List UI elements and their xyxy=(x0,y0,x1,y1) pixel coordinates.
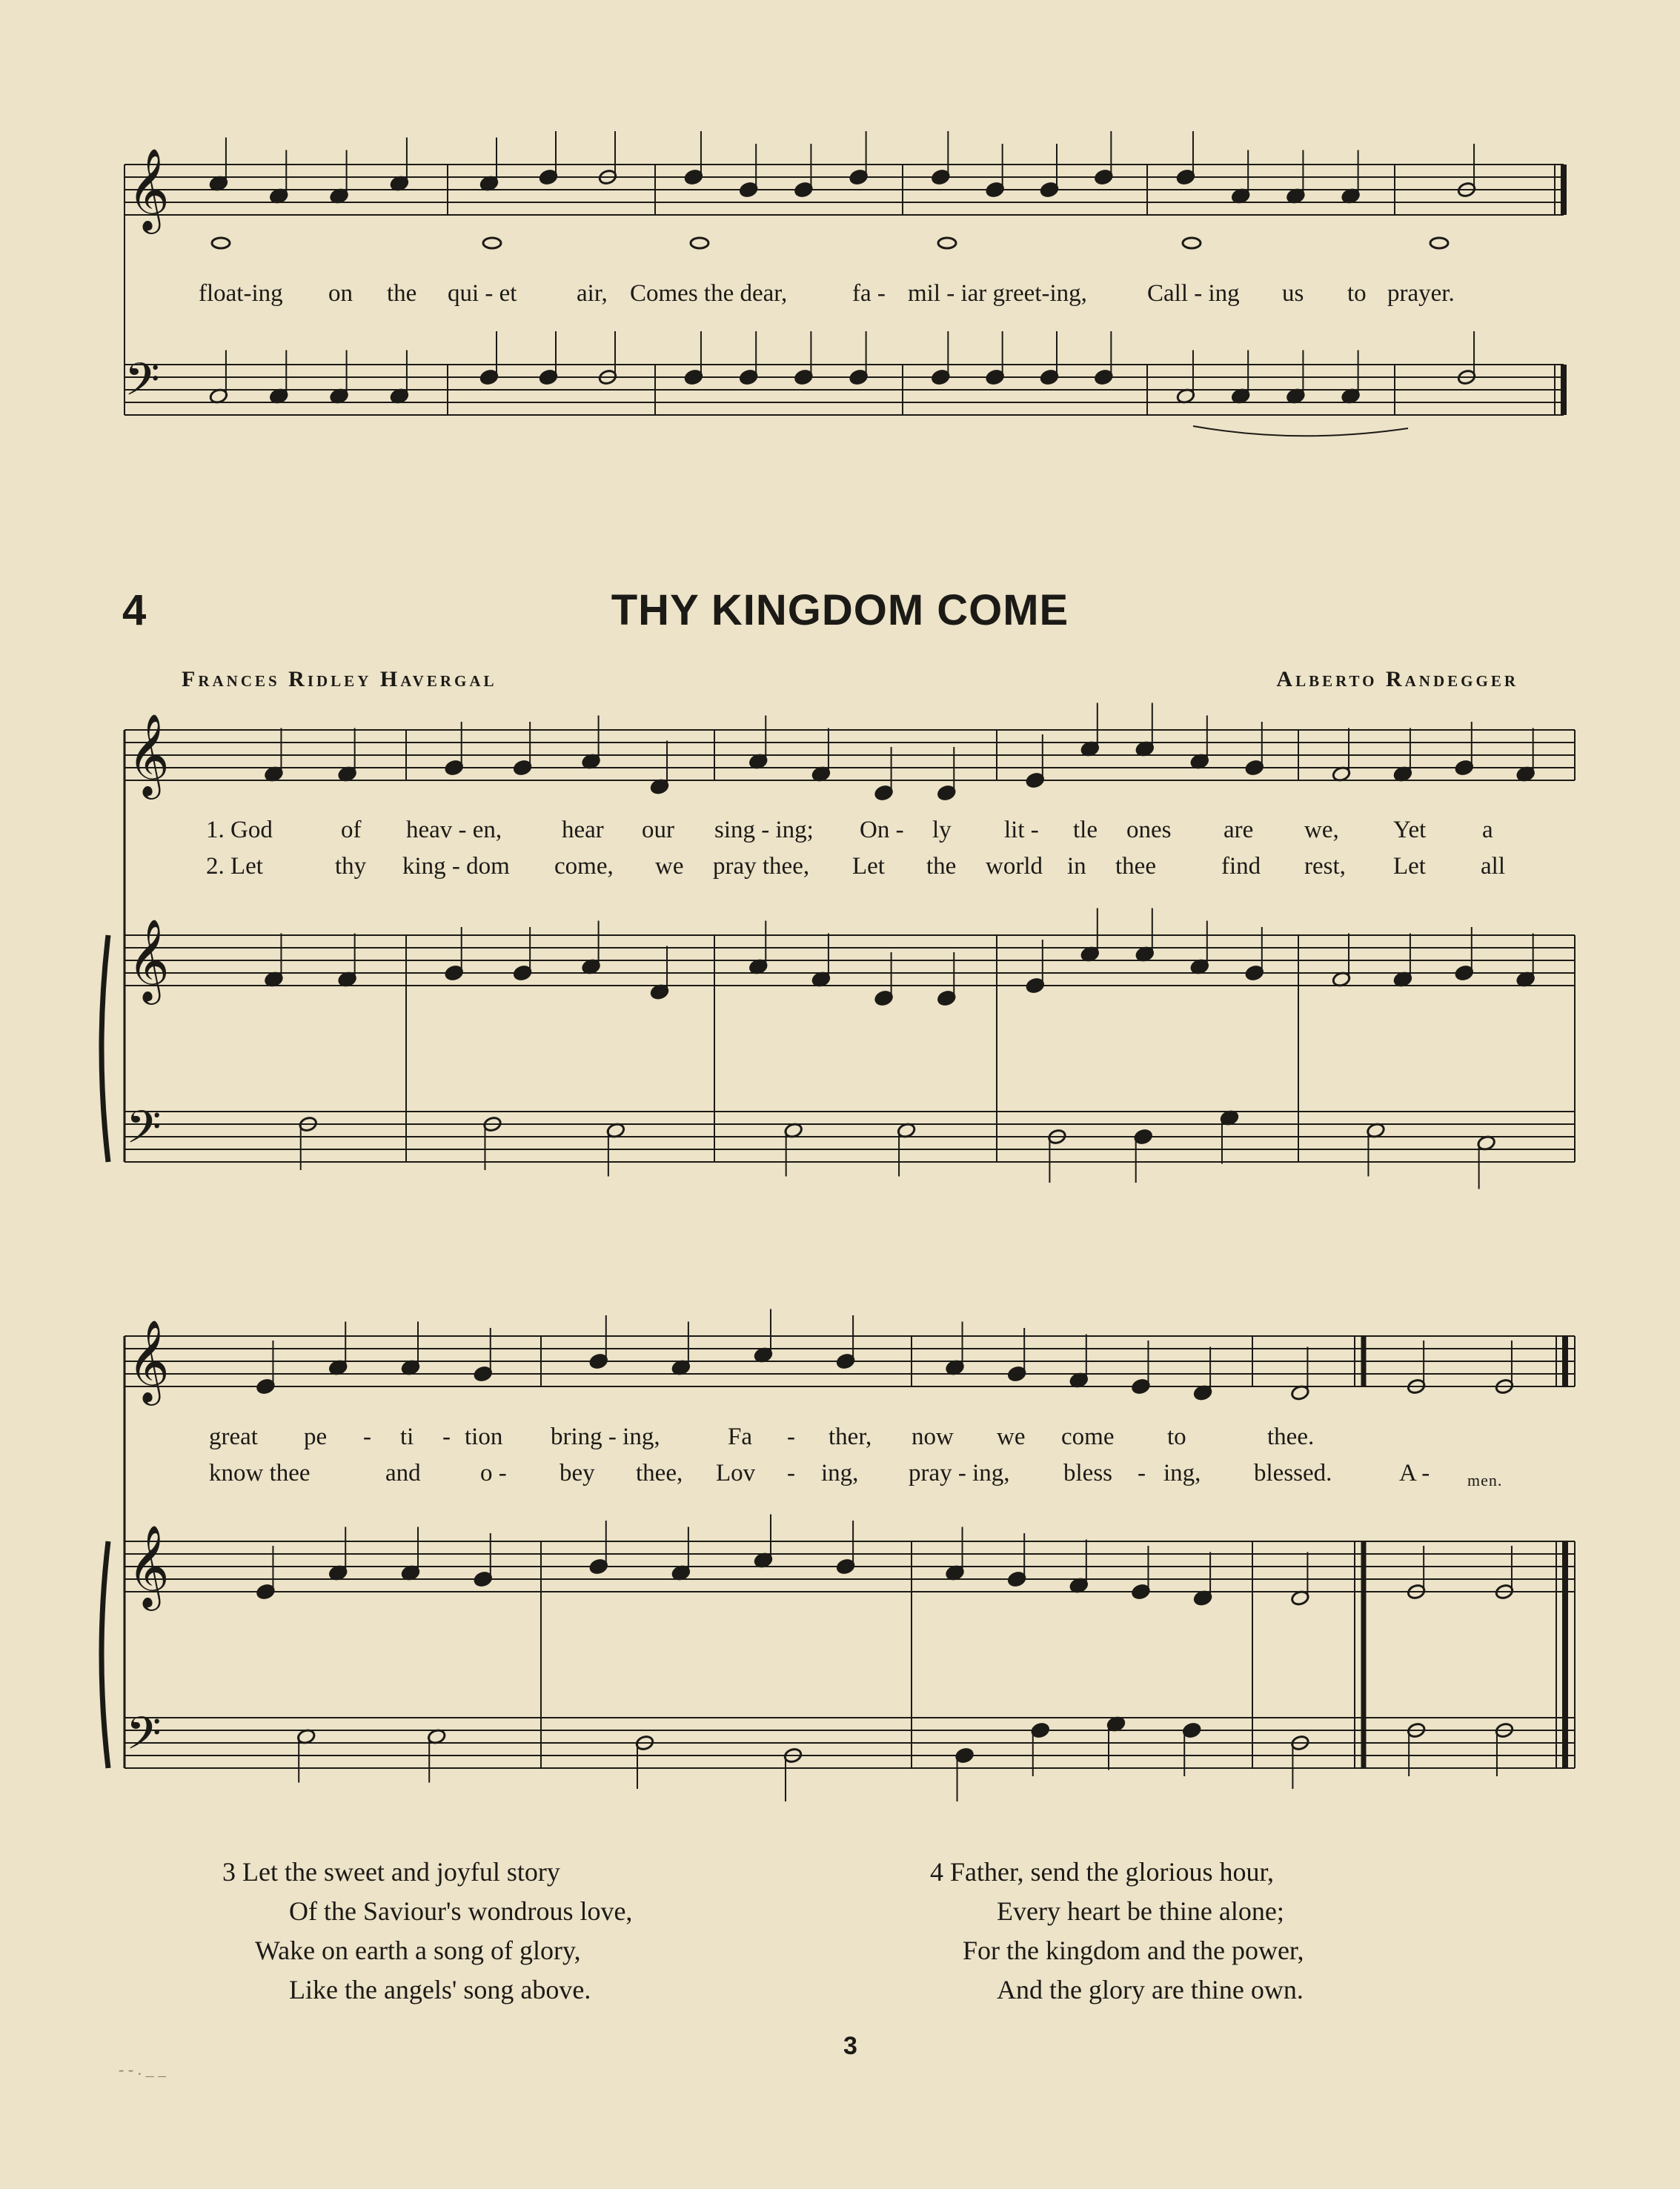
lyric: to xyxy=(1347,280,1367,307)
lyric: a xyxy=(1482,817,1493,843)
lyric: ones xyxy=(1126,817,1172,843)
lyric: bey xyxy=(560,1460,595,1487)
lyric: Fa xyxy=(728,1424,752,1450)
lyric: hear xyxy=(562,817,604,843)
grand-staff-brace xyxy=(102,1541,108,1768)
whole-note xyxy=(1430,238,1448,248)
bass-clef: 𝄢 xyxy=(126,1707,162,1771)
whole-note xyxy=(938,238,956,248)
stanza-line: And the glory are thine own. xyxy=(997,1975,1304,2004)
lyric: 2. Let xyxy=(206,853,263,880)
lyric: thy xyxy=(335,853,367,880)
stanza-line: 3 Let the sweet and joyful story xyxy=(222,1857,560,1887)
hymn-title: THY KINGDOM COME xyxy=(611,586,1069,634)
lyric: to xyxy=(1167,1424,1186,1450)
lyric: prayer. xyxy=(1387,280,1455,307)
lyric: - xyxy=(442,1424,451,1450)
lyric: o - xyxy=(480,1460,507,1487)
lyric: On - xyxy=(860,817,904,843)
lyric: know thee xyxy=(209,1460,311,1487)
lyric: we xyxy=(655,853,684,880)
lyric: - xyxy=(1138,1460,1146,1487)
grand-staff-brace xyxy=(102,935,108,1162)
whole-note xyxy=(1183,238,1201,248)
corner-mark: - - . _ _ xyxy=(119,2060,167,2079)
page-number: 3 xyxy=(843,2032,857,2060)
stanza-line: Like the angels' song above. xyxy=(289,1975,591,2004)
lyric: air, xyxy=(577,280,608,307)
lyric: 1. God xyxy=(206,817,273,843)
lyric: A - xyxy=(1399,1460,1430,1487)
lyric: pray - ing, xyxy=(909,1460,1010,1487)
lyric: qui - et xyxy=(448,280,517,307)
treble-clef: 𝄞 xyxy=(127,918,170,1001)
lyric: come, xyxy=(554,853,614,880)
lyric: - xyxy=(787,1424,795,1450)
author-credit: Frances Ridley Havergal xyxy=(182,667,497,691)
lyric: of xyxy=(341,817,362,843)
stanza-line: Wake on earth a song of glory, xyxy=(255,1936,581,1965)
lyric: on xyxy=(328,280,353,307)
lyric: bless xyxy=(1063,1460,1112,1487)
lyric: great xyxy=(209,1424,258,1450)
lyric: - xyxy=(787,1460,795,1487)
slur xyxy=(1193,426,1408,436)
lyric: we, xyxy=(1304,817,1339,843)
treble-clef: 𝄞 xyxy=(127,1319,170,1402)
stanza-line: For the kingdom and the power, xyxy=(963,1936,1304,1965)
lyric: world xyxy=(986,853,1043,880)
lyric: and xyxy=(385,1460,421,1487)
lyric: Let xyxy=(1393,853,1426,880)
composer-credit: Alberto Randegger xyxy=(1276,667,1518,691)
lyric: us xyxy=(1282,280,1304,307)
lyric: ing, xyxy=(821,1460,859,1487)
lyric: king - dom xyxy=(402,853,510,880)
treble-clef: 𝄞 xyxy=(127,713,170,796)
lyric: the xyxy=(387,280,417,307)
lyric: fa - xyxy=(852,280,886,307)
lyric: come xyxy=(1061,1424,1115,1450)
treble-clef: 𝄞 xyxy=(127,1524,170,1607)
lyric: thee. xyxy=(1267,1424,1315,1450)
lyric: find xyxy=(1221,853,1261,880)
hymn-number: 4 xyxy=(122,586,147,634)
lyric: men. xyxy=(1467,1471,1503,1489)
lyric: Call - ing xyxy=(1147,280,1240,307)
lyric: Comes the dear, xyxy=(630,280,788,307)
lyric: float-ing xyxy=(199,280,283,307)
lyric: ther, xyxy=(829,1424,872,1450)
bass-clef: 𝄢 xyxy=(124,353,160,417)
lyric: Let xyxy=(852,853,885,880)
lyric: all xyxy=(1481,853,1505,880)
lyric: pray thee, xyxy=(713,853,810,880)
lyric: in xyxy=(1067,853,1086,880)
lyric: now xyxy=(912,1424,954,1450)
bass-clef: 𝄢 xyxy=(126,1101,162,1165)
lyric: Yet xyxy=(1393,817,1427,843)
lyric: sing - ing; xyxy=(714,817,814,843)
stanza-4 xyxy=(930,1853,1304,2010)
lyric: we xyxy=(997,1424,1026,1450)
whole-note xyxy=(691,238,708,248)
lyric: heav - en, xyxy=(406,817,502,843)
lyric: - xyxy=(363,1424,371,1450)
lyric: bring - ing, xyxy=(551,1424,660,1450)
treble-clef: 𝄞 xyxy=(127,147,170,230)
stanza-line: 4 Father, send the glorious hour, xyxy=(930,1857,1275,1887)
lyric: the xyxy=(926,853,957,880)
lyric: Lov xyxy=(716,1460,756,1487)
lyric: thee, xyxy=(636,1460,683,1487)
lyric xyxy=(1467,1465,1502,1492)
lyric: ti xyxy=(400,1424,414,1450)
lyric: ing, xyxy=(1163,1460,1201,1487)
lyric: lit - xyxy=(1004,817,1039,843)
lyric: ly xyxy=(932,817,952,843)
lyric: blessed. xyxy=(1254,1460,1332,1487)
stanza-line: Every heart be thine alone; xyxy=(997,1896,1284,1926)
lyric: our xyxy=(642,817,674,843)
lyric: rest, xyxy=(1304,853,1346,880)
lyric: are xyxy=(1224,817,1254,843)
whole-note xyxy=(212,238,230,248)
lyric: tle xyxy=(1073,817,1098,843)
lyric: thee xyxy=(1115,853,1156,880)
stanza-3 xyxy=(222,1853,632,2010)
lyric: tion xyxy=(465,1424,503,1450)
lyric: mil - iar greet-ing, xyxy=(908,280,1087,307)
stanza-line: Of the Saviour's wondrous love, xyxy=(289,1896,633,1926)
whole-note xyxy=(483,238,501,248)
lyric: pe xyxy=(304,1424,328,1450)
